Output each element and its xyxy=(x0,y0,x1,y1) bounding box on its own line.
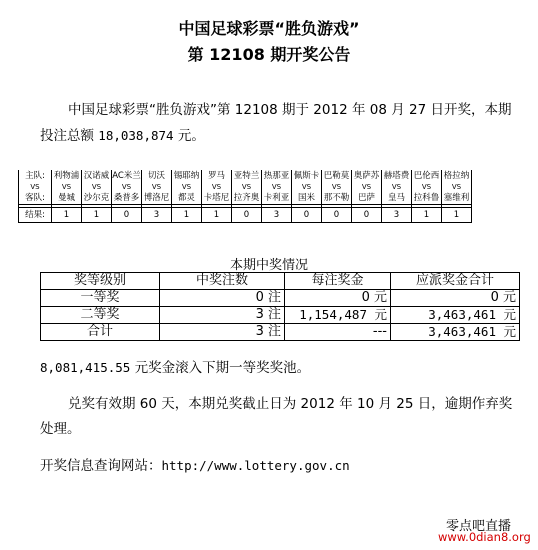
result-label: 结果: xyxy=(19,208,52,223)
match-result: 3 xyxy=(262,208,292,223)
prize-level: 二等奖 xyxy=(41,307,160,324)
home-team: 切沃 xyxy=(142,170,172,182)
vs-label: VS xyxy=(19,182,52,192)
away-team: 塞维利 xyxy=(442,192,472,205)
vs-cell: VS xyxy=(112,182,142,192)
match-result: 1 xyxy=(412,208,442,223)
vs-cell: VS xyxy=(292,182,322,192)
home-team: 亚特兰 xyxy=(232,170,262,182)
rollover-paragraph xyxy=(40,355,520,381)
intro-total-amount: 18,038,874 xyxy=(98,128,174,143)
away-team: 都灵 xyxy=(172,192,202,205)
match-result: 3 xyxy=(142,208,172,223)
match-result: 1 xyxy=(172,208,202,223)
prize-total: 0 元 xyxy=(391,290,520,307)
vs-cell: VS xyxy=(202,182,232,192)
prize-count: 0 注 xyxy=(160,290,285,307)
vs-cell: VS xyxy=(322,182,352,192)
vs-cell: VS xyxy=(52,182,82,192)
vs-cell: VS xyxy=(262,182,292,192)
away-team: 曼城 xyxy=(52,192,82,205)
match-table xyxy=(18,170,472,223)
vs-cell: VS xyxy=(382,182,412,192)
away-team: 沙尔克 xyxy=(82,192,112,205)
match-result: 1 xyxy=(202,208,232,223)
home-team: 罗马 xyxy=(202,170,232,182)
watermark-url: www.0dian8.org xyxy=(438,530,531,544)
prize-per-bet: 1,154,487 元 xyxy=(285,307,391,324)
home-team: 巴伦西 xyxy=(412,170,442,182)
prize-per-bet: --- xyxy=(285,324,391,341)
match-result: 0 xyxy=(352,208,382,223)
home-team: 热那亚 xyxy=(262,170,292,182)
title-line-2: 第 12108 期开奖公告 xyxy=(187,45,351,64)
away-team: 卡塔尼 xyxy=(202,192,232,205)
prize-title: 本期中奖情况 xyxy=(229,258,308,273)
prize-header-per-bet: 每注奖金 xyxy=(285,273,391,290)
prize-header-total: 应派奖金合计 xyxy=(391,273,520,290)
prize-header-level: 奖等级别 xyxy=(41,273,160,290)
intro-suffix: 元。 xyxy=(173,128,205,144)
home-row xyxy=(19,170,472,182)
home-team: 格拉纳 xyxy=(442,170,472,182)
away-team: 国米 xyxy=(292,192,322,205)
away-team: 巴萨 xyxy=(352,192,382,205)
home-team: 佩斯卡 xyxy=(292,170,322,182)
contact-paragraph xyxy=(40,453,520,479)
away-row xyxy=(19,192,472,205)
title-line-1: 中国足球彩票“胜负游戏” xyxy=(178,19,360,38)
prize-table xyxy=(40,272,520,341)
watermark-title: 零点吧直播 xyxy=(446,519,512,534)
away-team: 博洛尼 xyxy=(142,192,172,205)
prize-level: 合计 xyxy=(41,324,160,341)
intro-text: 中国足球彩票“胜负游戏”第 12108 期于 2012 年 08 月 27 日开奖，本期投注总额 xyxy=(40,102,512,144)
validity-paragraph: 兑奖有效期 60 天，本期兑奖截止日为 2012 年 10 月 25 日，逾期作弃奖处理。 xyxy=(40,396,513,437)
match-result: 0 xyxy=(112,208,142,223)
vs-cell: VS xyxy=(412,182,442,192)
vs-cell: VS xyxy=(352,182,382,192)
vs-row xyxy=(19,182,472,192)
match-result: 0 xyxy=(232,208,262,223)
prize-header-row xyxy=(41,273,520,290)
home-team: 利物浦 xyxy=(52,170,82,182)
away-team: 拉科鲁 xyxy=(412,192,442,205)
intro-paragraph xyxy=(40,98,520,149)
prize-header-count: 中奖注数 xyxy=(160,273,285,290)
prize-row-total xyxy=(41,324,520,341)
match-result: 1 xyxy=(82,208,112,223)
prize-per-bet: 0 元 xyxy=(285,290,391,307)
away-team: 桑普多 xyxy=(112,192,142,205)
home-label: 主队: xyxy=(19,170,52,182)
match-result: 1 xyxy=(442,208,472,223)
home-team: AC米兰 xyxy=(112,171,141,181)
home-team: 锡耶纳 xyxy=(172,170,202,182)
prize-total: 3,463,461 元 xyxy=(391,324,520,341)
prize-row-second xyxy=(41,307,520,324)
prize-count: 3 注 xyxy=(160,307,285,324)
away-label: 客队: xyxy=(19,192,52,205)
away-team: 拉齐奥 xyxy=(232,192,262,205)
home-team: 汉诺威 xyxy=(82,170,112,182)
match-result: 3 xyxy=(382,208,412,223)
vs-cell: VS xyxy=(232,182,262,192)
prize-row-first xyxy=(41,290,520,307)
vs-cell: VS xyxy=(442,182,472,192)
away-team: 皇马 xyxy=(382,192,412,205)
prize-level: 一等奖 xyxy=(41,290,160,307)
rollover-amount: 8,081,415.55 xyxy=(40,360,131,375)
match-result: 0 xyxy=(292,208,322,223)
prize-total: 3,463,461 元 xyxy=(391,307,520,324)
home-team: 奥萨苏 xyxy=(352,170,382,182)
contact-label: 开奖信息查询网站： xyxy=(40,458,162,474)
vs-cell: VS xyxy=(172,182,202,192)
vs-cell: VS xyxy=(82,182,112,192)
match-result: 0 xyxy=(322,208,352,223)
result-row xyxy=(19,208,472,223)
rollover-text: 元奖金滚入下期一等奖奖池。 xyxy=(130,360,311,376)
home-team: 赫塔费 xyxy=(382,170,412,182)
away-team: 卡利亚 xyxy=(262,192,292,205)
prize-count: 3 注 xyxy=(160,324,285,341)
home-team: 巴勒莫 xyxy=(322,170,352,182)
away-team: 那不勒 xyxy=(322,192,352,205)
vs-cell: VS xyxy=(142,182,172,192)
match-result: 1 xyxy=(52,208,82,223)
lottery-website-link[interactable]: http://www.lottery.gov.cn xyxy=(161,458,350,473)
